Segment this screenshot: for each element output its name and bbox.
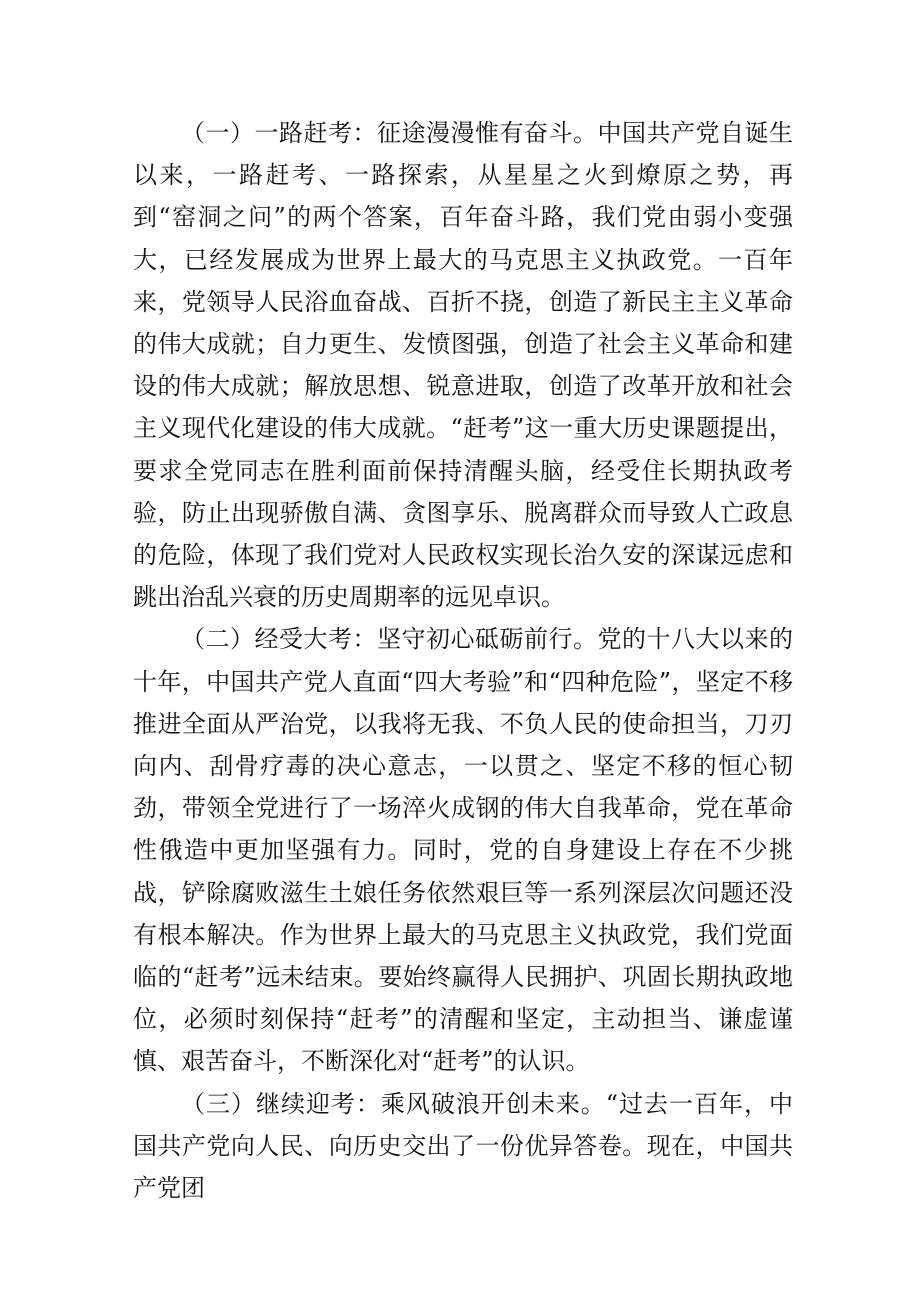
document-body — [133, 112, 793, 1209]
paragraph-3: （三）继续迎考：乘风破浪开创未来。“过去一百年，中国共产党向人民、向历史交出了一份优异答卷。现在，中国共产党团 — [133, 1089, 793, 1203]
paragraph-1: （一）一路赶考：征途漫漫惟有奋斗。中国共产党自诞生以来，一路赶考、一路探索，从星星之火到燎原之势，再到“窑洞之问”的两个答案，百年奋斗路，我们党由弱小变强大，已经发展成为世界上最大的马克思主义执政党。一百年来，党领导人民浴血奋战、百折不挠，创造了新民主主义革命的伟大成就；自力更生、发愤图强，创造了社会主义革命和建设的伟大成就；解放思想、锐意进取，创造了改革开放和社会主义现代化建设的伟大成就。“赶考”这一重大历史课题提出，要求全党同志在胜利面前保持清醒头脑，经受住长期执政考验，防止出现骄傲自满、贪图享乐、脱离群众而导致人亡政息的危险，体现了我们党对人民政权实现长治久安的深谋远虑和跳出治乱兴衰的历史周期率的远见卓识。 — [133, 119, 793, 612]
paragraph-2: （二）经受大考：坚守初心砥砺前行。党的十八大以来的十年，中国共产党人直面“四大考验”和“四种危险”，坚定不移推进全面从严治党，以我将无我、不负人民的使命担当，刀刃向内、刮骨疗毒的决心意志，一以贯之、坚定不移的恒心韧劲，带领全党进行了一场淬火成钢的伟大自我革命，党在革命性俄造中更加坚强有力。同时，党的自身建设上存在不少挑战，铲除腐败滋生土娘任务依然艰巨等一系列深层次问题还没有根本解决。作为世界上最大的马克思主义执政党，我们党面临的“赶考”远未结束。要始终赢得人民拥护、巩固长期执政地位，必须时刻保持“赶考”的清醒和坚定，主动担当、谦虚谨慎、艰苦奋斗，不断深化对“赶考”的认识。 — [133, 625, 793, 1076]
